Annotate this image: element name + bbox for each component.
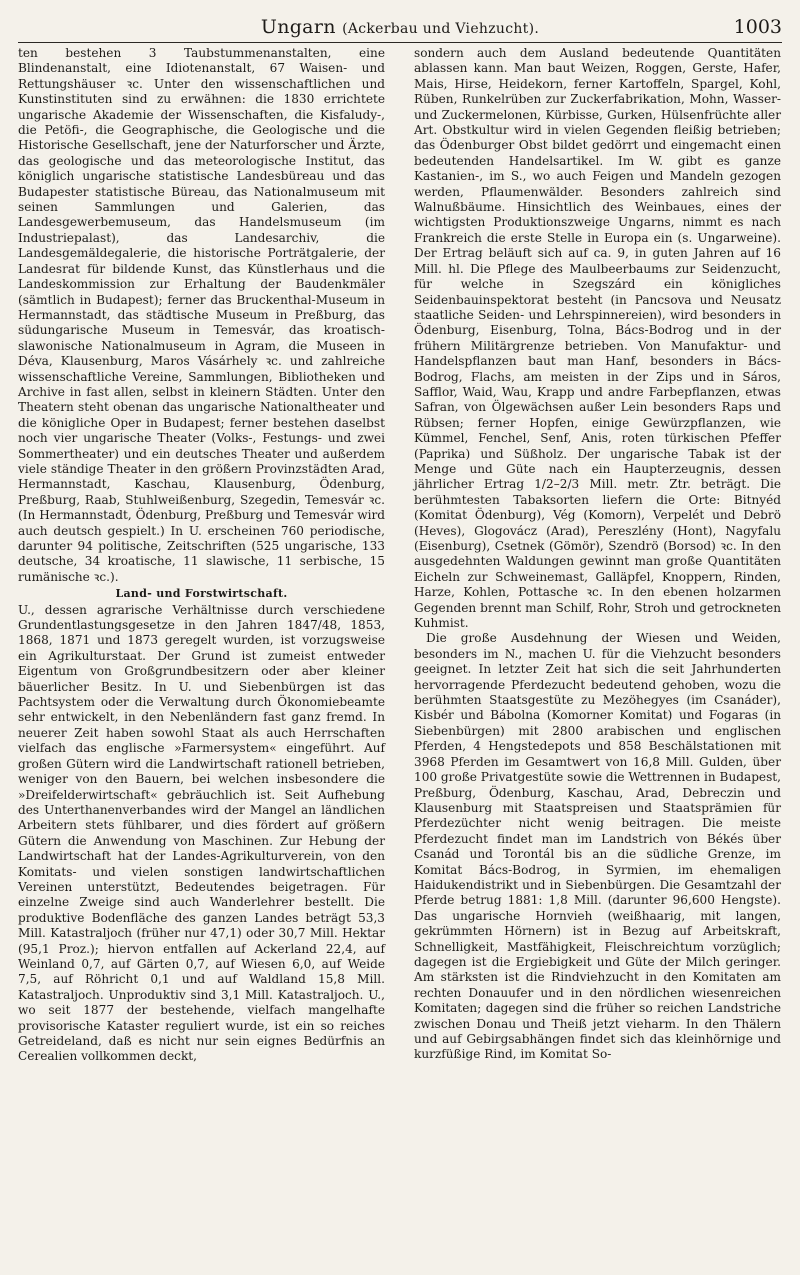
section-heading: Land- und Forstwirtschaft. [115,587,288,601]
page-number: 1003 [733,16,782,38]
paragraph: ten bestehen 3 Taubstummenanstalten, eine Blindenanstalt, eine Idiotenanstalt, 67 Waisen- und Rettungshäuser ꝛc. Unter den wissenschaftlichen und Kunstinstituten sind zu erwähnen: die 1830 errichtete ungarische Akademie der Wissenschaften, die Kisfaludy-, die Petöfi-, die Geographische, die Geologische und die Historische Gesellschaft, jene der Naturforscher und Ärzte, das geologische und das meteorologische Institut, das königlich ungarische statistische Landesbüreau und das Budapester statistische Büreau, das Nationalmuseum mit seinen Sammlungen und Galerien, das Landesgewerbemuseum, das Handelsmuseum (im Industriepalast), das Landesarchiv, die Landesgemäldegalerie, die historische Porträtgalerie, der Landesrat für bildende Kunst, das Künstlerhaus und die Landeskommission zur Erhaltung der Baudenkmäler (sämtlich in Budapest); ferner das Bruckenthal-Museum in Hermannstadt, das städtische Museum in Preßburg, das südungarische Museum in Temesvár, das kroatisch-slawonische Nationalmuseum in Agram, die Museen in Déva, Klausenburg, Maros Vásárhely ꝛc. und zahlreiche wissenschaftliche Vereine, Sammlungen, Bibliotheken und Archive in fast allen, selbst in kleinern Städten. Unter den Theatern steht obenan das ungarische Nationaltheater und die königliche Oper in Budapest; ferner bestehen daselbst noch vier ungarische Theater (Volks-, Festungs- und zwei Sommertheater) und ein deutsches Theater und außerdem viele ständige Theater in den größern Provinzstädten Arad, Hermannstadt, Kaschau, Klausenburg, Ödenburg, Preßburg, Raab, Stuhlweißenburg, Szegedin, Temesvár ꝛc. (In Hermannstadt, Ödenburg, Preßburg und Temesvár wird auch deutsch gespielt.) In U. erscheinen 760 periodische, darunter 94 politische, Zeitschriften (525 ungarische, 133 deutsche, 34 kroatische, 11 slawische, 11 serbische, 15 rumänische ꝛc.). [18,46,385,584]
left-column [18,46,385,1065]
right-column [414,46,781,1063]
running-title [18,16,782,38]
header-title: Ungarn [260,16,336,38]
page-header [18,12,782,43]
paragraph: sondern auch dem Ausland bedeutende Quantitäten ablassen kann. Man baut Weizen, Roggen, Gerste, Hafer, Mais, Hirse, Heidekorn, ferner Kartoffeln, Spargel, Kohl, Rüben, Runkelrüben zur Zuckerfabrikation, Mohn, Wasser- und Zuckermelonen, Kürbisse, Gurken, Hülsenfrüchte aller Art. Obstkultur wird in vielen Gegenden fleißig betrieben; das Ödenburger Obst bildet gedörrt und eingemacht einen bedeutenden Handelsartikel. Im W. gibt es ganze Kastanien-, im S., wo auch Feigen und Mandeln gezogen werden, Pflaumenwälder. Besonders zahlreich sind Walnußbäume. Hinsichtlich des Weinbaues, eines der wichtigsten Produktionszweige Ungarns, nimmt es nach Frankreich die erste Stelle in Europa ein (s. Ungarweine). Der Ertrag beläuft sich auf ca. 9, in guten Jahren auf 16 Mill. hl. Die Pflege des Maulbeerbaums zur Seidenzucht, für welche in Szegszárd ein königliches Seidenbauinspektorat besteht (in Pancsova und Neusatz staatliche Seiden- und Lehrspinnereien), wird besonders in Ödenburg, Eisenburg, Tolna, Bács-Bodrog und in der frühern Militärgrenze betrieben. Von Manufaktur- und Handelspflanzen baut man Hanf, besonders in Bács-Bodrog, Flachs, am meisten in der Zips und in Sáros, Safflor, Waid, Wau, Krapp und andre Farbepflanzen, etwas Safran, von Ölgewächsen außer Lein besonders Raps und Rübsen; ferner Hopfen, einige Gewürzpflanzen, wie Kümmel, Fenchel, Senf, Anis, roten türkischen Pfeffer (Paprika) und Süßholz. Der ungarische Tabak ist der Menge und Güte nach ein Haupterzeugnis, dessen jährlicher Ertrag 1/2–2/3 Mill. metr. Ztr. beträgt. Die berühmtesten Tabaksorten liefern die Orte: Bitnyéd (Komitat Ödenburg), Vég (Komorn), Verpelét und Debrö (Heves), Glogovácz (Arad), Pereszlény (Hont), Nagyfalu (Eisenburg), Csetnek (Gömör), Szendrö (Borsod) ꝛc. In den ausgedehnten Waldungen gewinnt man große Quantitäten Eicheln zur Schweinemast, Galläpfel, Knoppern, Rinden, Harze, Kohlen, Pottasche ꝛc. In den ebenen holzarmen Gegenden brennt man Schilf, Rohr, Stroh und getrockneten Kuhmist. [414,46,781,631]
paragraph: Die große Ausdehnung der Wiesen und Weiden, besonders im N., machen U. für die Viehzucht besonders geeignet. In letzter Zeit hat sich die seit Jahrhunderten hervorragende Pferdezucht bedeutend gehoben, wozu die berühmten Staatsgestüte zu Mezöhegyes (im Csanáder), Kisbér und Bábolna (Komorner Komitat) und Fogaras (in Siebenbürgen) mit 2800 arabischen und englischen Pferden, 4 Hengstedepots und 858 Beschälstationen mit 3968 Pferden im Gesamtwert von 16,8 Mill. Gulden, über 100 große Privatgestüte sowie die Wettrennen in Budapest, Preßburg, Ödenburg, Kaschau, Arad, Debreczin und Klausenburg mit Staatspreisen und Staatsprämien für Pferdezüchter nicht wenig beitragen. Die meiste Pferdezucht findet man im Landstrich von Békés über Csanád und Torontál bis an die südliche Grenze, im Komitat Bács-Bodrog, in Syrmien, im ehemaligen Haidukendistrikt und in Siebenbürgen. Die Gesamtzahl der Pferde betrug 1881: 1,8 Mill. (darunter 96,600 Hengste). Das ungarische Hornvieh (weißhaarig, mit langen, gekrümmten Hörnern) ist in Bezug auf Arbeitskraft, Schnelligkeit, Mastfähigkeit, Fleischreichtum vorzüglich; dagegen ist die Ergiebigkeit und Güte der Milch geringer. Am stärksten ist die Rindviehzucht in den Komitaten am rechten Donauufer und in den nördlichen wiesenreichen Komitaten; dagegen sind die früher so reichen Landstriche zwischen Donau und Theiß jetzt vieharm. In den Thälern und auf Gebirgsabhängen findet sich das kleinhörnige und kurzfüßige Rind, im Komitat So- [414,631,781,1062]
paragraph: U., dessen agrarische Verhältnisse durch verschiedene Grundentlastungsgesetze in den Jahren 1847/48, 1853, 1868, 1871 und 1873 geregelt wurden, ist vorzugsweise ein Agrikulturstaat. Der Grund ist zumeist entweder Eigentum von Großgrundbesitzern oder aber kleiner bäuerlicher Besitz. In U. und Siebenbürgen ist das Pachtsystem oder die Verwaltung durch Ökonomiebeamte sehr entwickelt, in den Nebenländern fast ganz fremd. In neuerer Zeit haben sowohl Staat als auch Herrschaften vielfach das englische »Farmersystem« eingeführt. Auf großen Gütern wird die Landwirtschaft rationell betrieben, weniger von den Bauern, bei welchen insbesondere die »Dreifelderwirtschaft« gebräuchlich ist. Seit Aufhebung des Unterthanenverbandes wird der Mangel an ländlichen Arbeitern stets fühlbarer, und dies fördert auf größern Gütern die Anwendung von Maschinen. Zur Hebung der Landwirtschaft hat der Landes-Agrikulturverein, von den Komitats- und vielen sonstigen landwirtschaftlichen Vereinen unterstützt, Bedeutendes beigetragen. Für einzelne Zweige sind auch Wanderlehrer bestellt. Die produktive Bodenfläche des ganzen Landes beträgt 53,3 Mill. Katastraljoch (früher nur 47,1) oder 30,7 Mill. Hektar (95,1 Proz.); hiervon entfallen auf Ackerland 22,4, auf Weinland 0,7, auf Gärten 0,7, auf Wiesen 6,0, auf Weide 7,5, auf Röhricht 0,1 und auf Waldland 15,8 Mill. Katastraljoch. Unproduktiv sind 3,1 Mill. Katastraljoch. U., wo seit 1877 der bestehende, vielfach mangelhafte provisorische Kataster reguliert wurde, ist ein so reiches Getreideland, daß es nicht nur sein eignes Bedürfnis an Cerealien vollkommen deckt, [18,602,385,1064]
header-subtitle: (Ackerbau und Viehzucht). [342,21,540,37]
